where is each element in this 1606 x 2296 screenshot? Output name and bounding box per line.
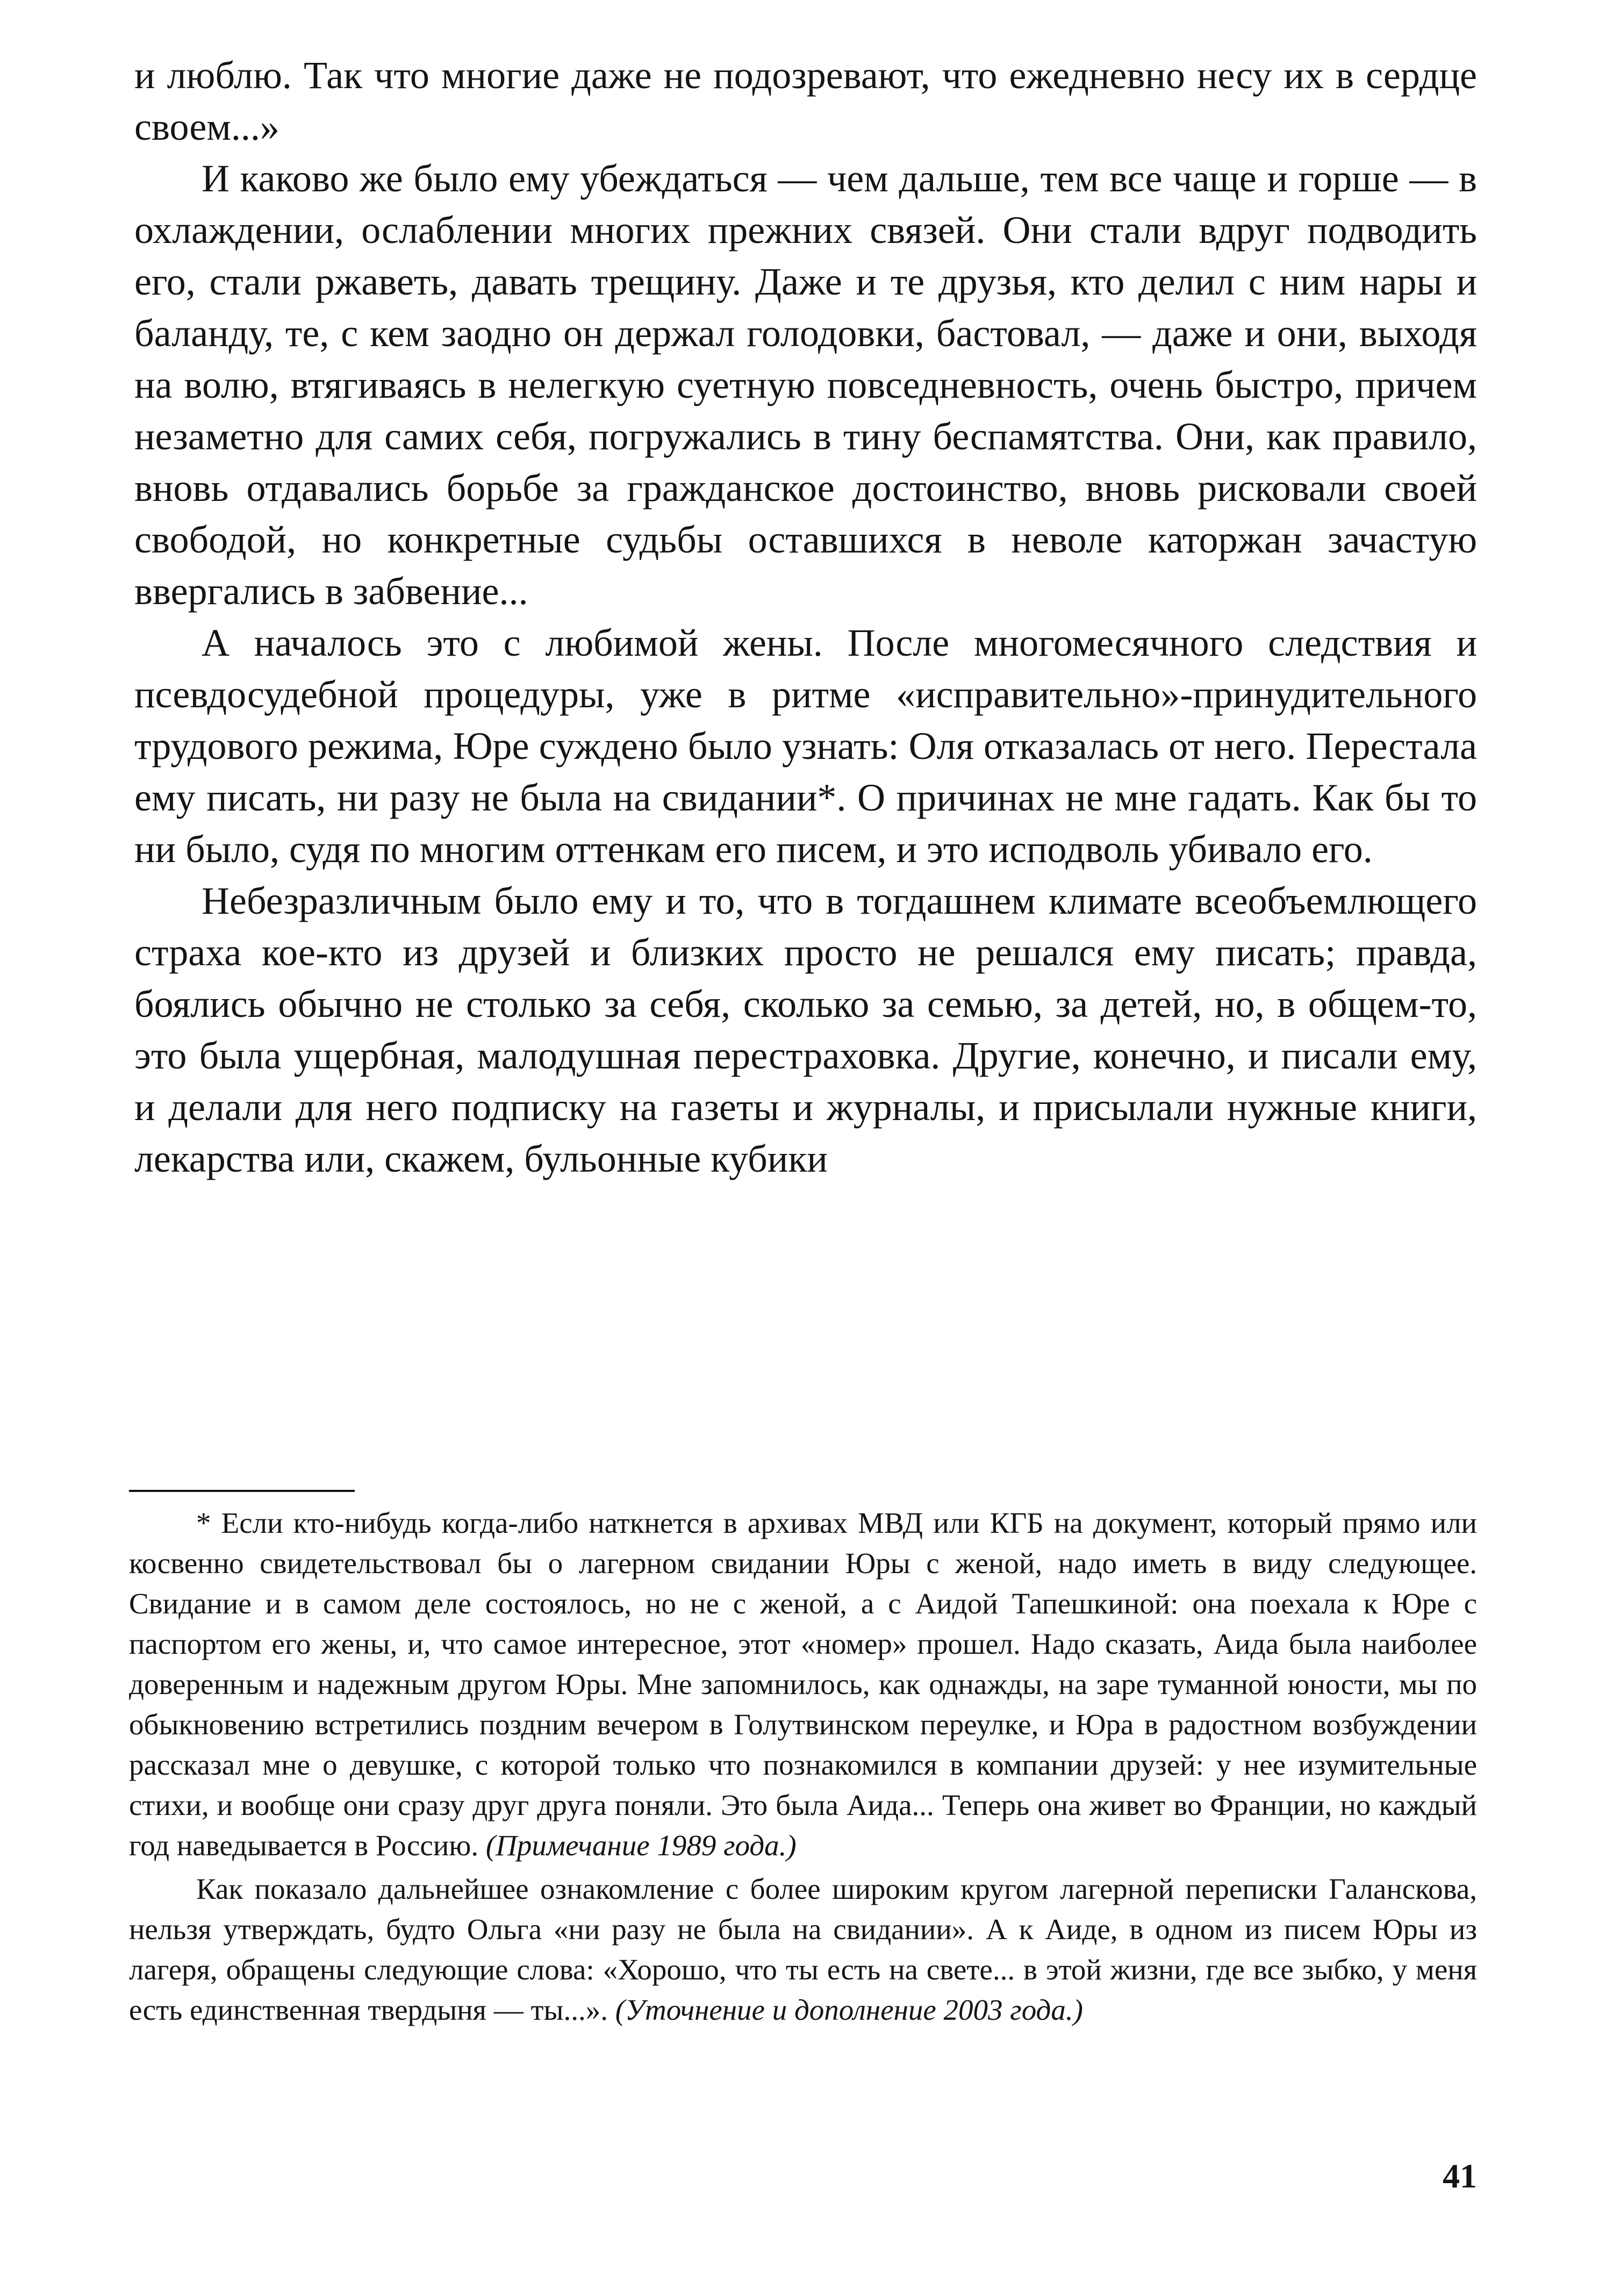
footnote-separator <box>129 1490 355 1492</box>
paragraph: Небезразличным было ему и то, что в тогдашнем климате всеобъемлющего страха кое-кто из друзей и близких просто не решался ему писать; правда, боялись обычно не столько за себя, сколько за семью, за детей, но, в общем-то, это была ущербная, малодушная перестраховка. Другие, конечно, и писали ему, и делали для него подписку на газеты и журналы, и присылали нужные книги, лекарства или, скажем, бульонные кубики <box>134 879 1477 1180</box>
paragraph: И каково же было ему убеждаться — чем дальше, тем все чаще и горше — в охлаждении, ослаблении многих прежних связей. Они стали вдруг подводить его, стали ржаветь, давать трещину. Даже и те друзья, кто делил с ним нары и баланду, те, с кем заодно он держал голодовки, бастовал, — даже и они, выходя на волю, втягиваясь в нелегкую суетную повседневность, очень быстро, причем незаметно для самих себя, погружались в тину беспамятства. Они, как правило, вновь отдавались борьбе за гражданское достоинство, вновь рисковали своей свободой, но конкретные судьбы оставшихся в неволе каторжан зачастую ввергались в забвение... <box>134 157 1477 613</box>
page-number: 41 <box>1443 2157 1477 2195</box>
paragraph-continued: и люблю. Так что многие даже не подозревают, что ежедневно несу их в сердце своем...» <box>134 54 1477 148</box>
footnotes <box>129 1503 1477 2030</box>
footnote-addendum <box>129 1869 1477 2030</box>
main-text <box>134 49 1477 1185</box>
footnote-remark: (Уточнение и дополнение 2003 года.) <box>615 1993 1083 2026</box>
footnote-remark: (Примечание 1989 года.) <box>485 1829 797 1862</box>
footnote <box>129 1503 1477 1866</box>
footnote-text: Как показало дальнейшее ознакомление с более широким кругом лагерной переписки Галанскова, нельзя утверждать, будто Ольга «ни разу не была на свидании». А к Аиде, в одном из писем Юры из лагеря, обращены следующие слова: «Хорошо, что ты есть на свете... в этой жизни, где все зыбко, у меня есть единственная твердыня — ты...». <box>129 1872 1477 2026</box>
footnote-text: * Если кто-нибудь когда-либо наткнется в архивах МВД или КГБ на документ, который прямо или косвенно свидетельствовал бы о лагерном свидании Юры с женой, надо иметь в виду следующее. Свидание и в самом деле состоялось, но не с женой, а с Аидой Тапешкиной: она поехала к Юре с паспортом его жены, и, что самое интересное, этот «номер» прошел. Надо сказать, Аида была наиболее доверенным и надежным другом Юры. Мне запомнилось, как однажды, на заре туманной юности, мы по обыкновению встретились поздним вечером в Голутвинском переулке, и Юра в радостном возбуждении рассказал мне о девушке, с которой только что познакомился в компании друзей: у нее изумительные стихи, и вообще они сразу друг друга поняли. Это была Аида... Теперь она живет во Франции, но каждый год наведывается в Россию. <box>129 1506 1477 1862</box>
paragraph: А началось это с любимой жены. После многомесячного следствия и псевдосудебной процедуры, уже в ритме «исправительно»-принудительного трудового режима, Юре суждено было узнать: Оля отказалась от него. Перестала ему писать, ни разу не была на свидании*. О причинах не мне гадать. Как бы то ни было, судя по многим оттенкам его писем, и это исподволь убивало его. <box>134 621 1477 871</box>
